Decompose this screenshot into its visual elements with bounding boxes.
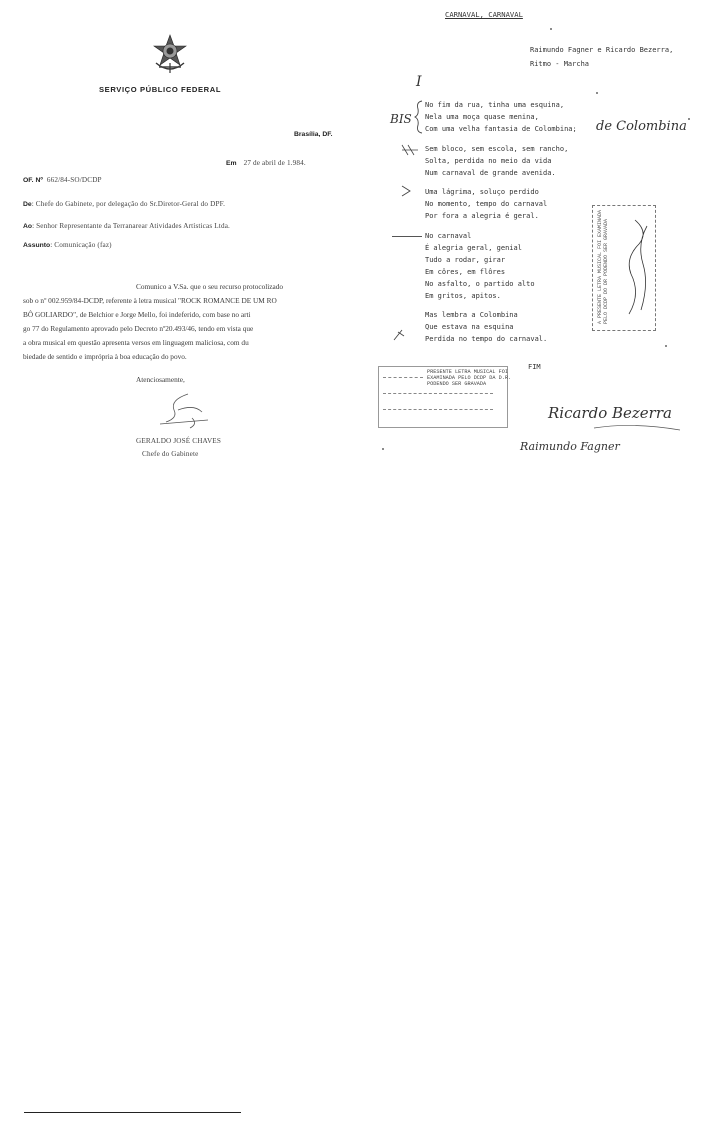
body-line: Comunico a V.Sa. que o seu recurso protocolizado: [136, 282, 284, 291]
of-number: 662/84-SO/DCDP: [46, 176, 102, 184]
approval-stamp-vertical: [592, 205, 656, 331]
service-header: SERVIÇO PÚBLICO FEDERAL: [99, 85, 222, 94]
body-line: a obra musical em questão apresenta versos em linguagem maliciosa, com du: [23, 338, 249, 347]
ao-label: Ao: [23, 223, 33, 230]
lyric-line: No momento, tempo do carnaval: [425, 200, 548, 208]
lyric-line: Que estava na esquina: [425, 323, 514, 331]
of-label: OF. Nº: [23, 177, 43, 184]
to-line: [23, 215, 230, 233]
federal-service-letter: [0, 0, 356, 470]
closing: Atenciosamente,: [136, 375, 185, 384]
lyric-line: Solta, perdida no meio da vida: [425, 157, 552, 165]
bis-mark: BIS: [390, 112, 412, 126]
assunto-label: Assunto: [23, 242, 51, 249]
office-number-line: [23, 169, 102, 187]
fim-mark: FIM: [528, 363, 541, 371]
lyric-line: Tudo a rodar, girar: [425, 256, 506, 264]
lyric-line: Nela uma moça quase menina,: [425, 113, 539, 121]
de-value: : Chefe do Gabinete, por delegação do Sr.Diretor-Geral do DPF.: [31, 200, 226, 208]
lyric-line: No fim da rua, tinha uma esquina,: [425, 101, 565, 109]
subject-line: [23, 234, 112, 252]
margin-arrow-icon: [400, 184, 414, 198]
lyric-line: É alegria geral, genial: [425, 244, 522, 252]
date-label: Em: [226, 160, 237, 167]
lyric-line: No carnaval: [425, 232, 472, 240]
lyric-line: Sem bloco, sem escola, sem rancho,: [425, 145, 569, 153]
body-line: go 77 do Regulamento aprovado pelo Decreto nº20.493/46, tendo em vista que: [23, 324, 254, 333]
roman-numeral-mark: I: [416, 74, 422, 90]
rhythm-line: Ritmo - Marcha: [530, 60, 590, 68]
stamp-signature-icon: [623, 214, 653, 324]
lyric-line: Uma lágrima, soluço perdido: [425, 188, 539, 196]
body-line: biedade de sentido e imprópria à boa educação do povo.: [23, 352, 187, 361]
lyric-line: Com uma velha fantasia de Colombina;: [425, 125, 577, 133]
lyric-line: No asfalto, o partido alto: [425, 280, 535, 288]
signature-raimundo: Raimundo Fagner: [520, 440, 620, 453]
stamp-text: PRESENTE LETRA MUSICAL FOI EXAMINADA PELO DCDP DA D.R. PODENDO SER GRAVADA: [427, 369, 512, 387]
margin-tick-icon: [400, 143, 420, 157]
body-line: sob o nº 002.959/84-DCDP, referente à letra musical "ROCK ROMANCE DE UM RO: [23, 296, 277, 305]
approval-stamp-horizontal: [378, 366, 512, 428]
from-line: [23, 193, 225, 211]
city-line: Brasília, DF.: [294, 131, 333, 138]
signature-underline-icon: [592, 420, 682, 434]
date-line: [226, 152, 306, 170]
stamp-text: A PRESENTE LETRA MUSICAL FOI EXAMINADA PELO DCDP DO DR PODENDO SER GRAVADA: [597, 209, 609, 324]
margin-check-icon: [392, 326, 408, 342]
lyric-line: Em gritos, apitos.: [425, 292, 501, 300]
brace-icon: [414, 100, 424, 134]
de-label: De: [23, 201, 32, 208]
lyric-line: Perdida no tempo do carnaval.: [425, 335, 548, 343]
lyric-line: Num carnaval de grande avenida.: [425, 169, 556, 177]
signer-title: Chefe do Gabinete: [142, 450, 199, 458]
carnaval-lyrics-sheet: [370, 0, 713, 470]
ao-value: : Senhor Representante da Terranarear Atividades Artísticas Ltda.: [32, 222, 230, 230]
lyric-line: Por fora a alegria é geral.: [425, 212, 539, 220]
footnote-rule: [24, 1112, 241, 1113]
body-line: BÔ GOLIARDO", de Belchior e Jorge Mello, foi indeferido, com base no arti: [23, 310, 251, 319]
coat-of-arms-icon: [150, 33, 190, 75]
signature-ricardo: Ricardo Bezerra: [548, 404, 672, 422]
lyrics-title: CARNAVAL, CARNAVAL: [445, 10, 523, 19]
signer-name: GERALDO JOSÉ CHAVES: [136, 437, 221, 445]
signature-scribble-icon: [150, 390, 220, 430]
margin-dash: [392, 236, 422, 237]
authors-line: Raimundo Fagner e Ricardo Bezerra,: [530, 46, 674, 54]
assunto-value: : Comunicação (faz): [50, 241, 112, 249]
handwritten-correction: de Colombina: [596, 119, 687, 134]
lyric-line: Mas lembra a Colombina: [425, 311, 518, 319]
date-value: 27 de abril de 1.984.: [243, 159, 306, 167]
lyric-line: Em côres, em flôres: [425, 268, 506, 276]
